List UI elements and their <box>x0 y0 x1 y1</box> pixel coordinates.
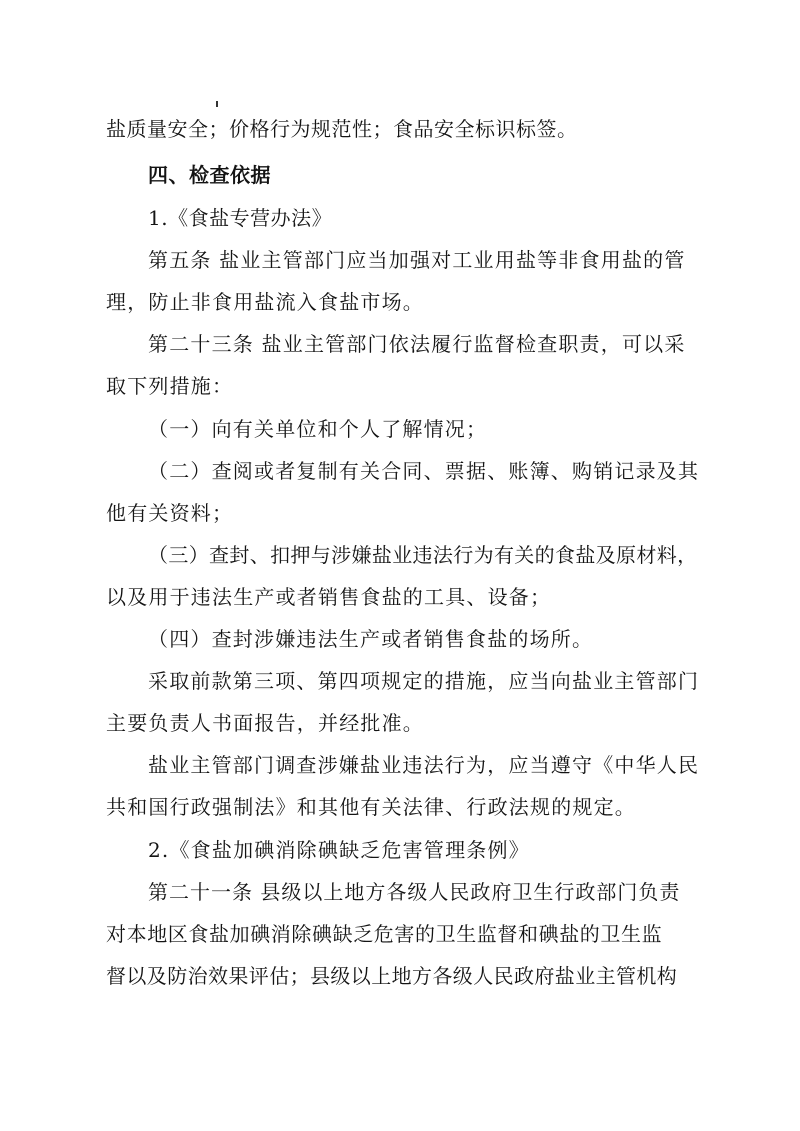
text-line: 共和国行政强制法》和其他有关法律、行政法规的规定。 <box>106 795 636 819</box>
text-line: 盐业主管部门调查涉嫌盐业违法行为，应当遵守《中华人民 <box>148 753 700 777</box>
text-line: 督以及防治效果评估；县级以上地方各级人民政府盐业主管机构 <box>106 964 678 988</box>
law-title: 2.《食盐加碘消除碘缺乏危害管理条例》 <box>148 838 530 862</box>
text-line: 采取前款第三项、第四项规定的措施，应当向盐业主管部门 <box>148 669 700 693</box>
list-item: （四）查封涉嫌违法生产或者销售食盐的场所。 <box>148 627 594 651</box>
section-heading: 四、检查依据 <box>148 163 271 187</box>
list-item: （一）向有关单位和个人了解情况； <box>148 417 488 441</box>
text-line: 第五条 盐业主管部门应当加强对工业用盐等非食用盐的管 <box>148 248 686 272</box>
law-title: 1.《食盐专营办法》 <box>148 206 333 230</box>
text-line: 第二十三条 盐业主管部门依法履行监督检查职责，可以采 <box>148 332 686 356</box>
text-line: 取下列措施： <box>106 374 234 398</box>
text-line: 第二十一条 县级以上地方各级人民政府卫生行政部门负责 <box>148 880 681 904</box>
text-line: 以及用于违法生产或者销售食盐的工具、设备； <box>106 585 552 609</box>
text-line: 对本地区食盐加碘消除碘缺乏危害的卫生监督和碘盐的卫生监 <box>106 922 663 946</box>
text-line: 盐质量安全；价格行为规范性；食品安全标识标签。 <box>106 117 578 141</box>
list-item: （三）查封、扣押与涉嫌盐业违法行为有关的食盐及原材料， <box>148 543 698 567</box>
text-line: 主要负责人书面报告，并经批准。 <box>106 711 424 735</box>
list-item: （二）查阅或者复制有关合同、票据、账簿、购销记录及其 <box>148 459 700 483</box>
text-line: 他有关资料； <box>106 501 234 525</box>
scan-speck <box>216 101 218 107</box>
text-line: 理，防止非食用盐流入食盐市场。 <box>106 290 424 314</box>
